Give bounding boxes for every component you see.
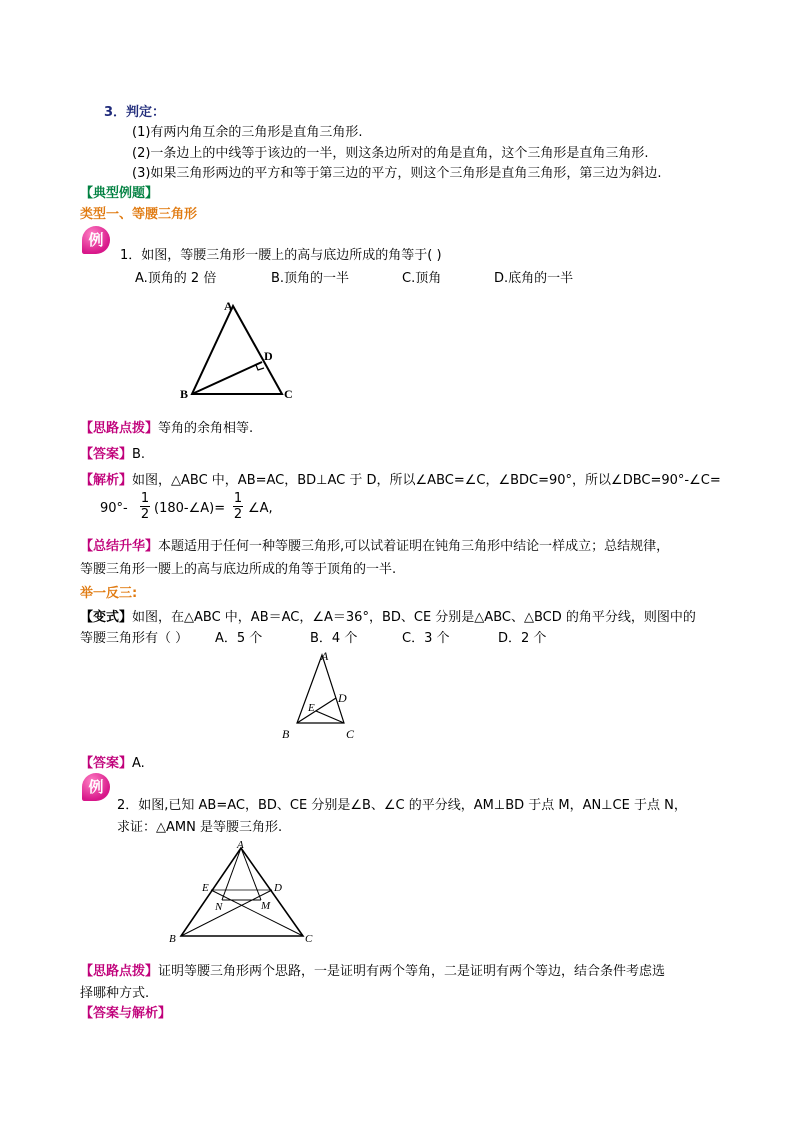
ex1-option-a: A.顶角的 2 倍 <box>135 271 217 286</box>
frac-denominator: 2 <box>233 507 243 522</box>
variant-option-a: A．5 个 <box>215 631 263 646</box>
ex1-summary-row <box>80 535 669 554</box>
ex2-bisector-bd <box>181 890 272 936</box>
variant-line1: 如图，在△ABC 中，AB＝AC，∠A＝36°，BD、CE 分别是△ABC、△BCD 的角平分线，则图中的 <box>132 610 696 625</box>
ex1-answer-row <box>80 443 145 462</box>
ex2-hint-line2: 择哪种方式. <box>80 986 150 1001</box>
typical-examples-heading: 【典型例题】 <box>80 186 159 201</box>
ex1-answer: B. <box>132 447 146 462</box>
section3-item-3: (3)如果三角形两边的平方和等于第三边的平方，则这个三角形是直角三角形，第三边为斜边. <box>132 166 662 181</box>
type1-heading: 类型一、等腰三角形 <box>80 207 198 222</box>
ex1-altitude-bd <box>192 362 262 394</box>
ex1-question: 1．如图，等腰三角形一腰上的高与底边所成的角等于( ) <box>120 248 442 263</box>
answer-label: 【答案】 <box>80 447 133 462</box>
ex1-right-angle-mark <box>256 365 264 370</box>
ex2-figure <box>165 838 325 948</box>
ex2-hint-line1: 证明等腰三角形两个思路，一是证明有两个等角，二是证明有两个等边，结合条件考虑选 <box>158 964 666 979</box>
ex2-hint-row <box>80 960 665 979</box>
variant-label-b: B <box>282 727 290 741</box>
ex2-label-b: B <box>169 933 176 945</box>
frac-numerator: 1 <box>233 491 243 506</box>
variant-line2-prefix: 等腰三角形有（ ） <box>80 631 189 646</box>
variant-option-b: B．4 个 <box>310 631 358 646</box>
ex1-analysis-row <box>80 469 721 488</box>
ex1-analysis-line1: 如图，△ABC 中，AB=AC，BD⊥AC 于 D，所以∠ABC=∠C，∠BDC=90°，所以∠DBC=90°-∠C= <box>132 473 721 488</box>
ex2-perp-an <box>222 848 241 900</box>
variant-option-d: D．2 个 <box>498 631 547 646</box>
variant-heading: 举一反三: <box>80 586 138 601</box>
ex1-analysis-90: 90°- <box>100 501 128 516</box>
ex1-label-d: D <box>264 349 273 363</box>
variant-label-c: C <box>346 727 355 741</box>
ex1-hint: 等角的余角相等. <box>158 421 254 436</box>
ex1-fraction-1 <box>140 491 150 522</box>
ex2-label-a: A <box>237 839 244 851</box>
ex2-label-n: N <box>215 901 223 913</box>
example-badge-1: 例 <box>82 226 110 254</box>
ex1-option-b: B.顶角的一半 <box>271 271 350 286</box>
ex2-label-m: M <box>261 900 271 912</box>
hint-label: 【思路点拨】 <box>80 964 159 979</box>
section3-item-2: (2)一条边上的中线等于该边的一半，则这条边所对的角是直角，这个三角形是直角三角形. <box>132 146 649 161</box>
ex2-bisector-ce <box>211 890 303 936</box>
ex2-label-d: D <box>274 882 282 894</box>
variant-answer-row <box>80 752 145 771</box>
variant-label-a: A <box>321 649 329 663</box>
ex2-line1: 2．如图,已知 AB=AC，BD、CE 分别是∠B、∠C 的平分线，AM⊥BD 于点 M，AN⊥CE 于点 N， <box>117 798 687 813</box>
variant-label-e: E <box>308 702 315 714</box>
ex2-label-e: E <box>202 882 209 894</box>
ex1-option-d: D.底角的一半 <box>494 271 574 286</box>
variant-figure <box>276 647 366 743</box>
variant-option-c: C．3 个 <box>402 631 450 646</box>
variant-label-d: D <box>338 691 347 705</box>
ex1-fraction-2 <box>233 491 243 522</box>
variant-bisector-ce <box>316 711 344 723</box>
ex1-summary-line2: 等腰三角形一腰上的高与底边所成的角等于顶角的一半. <box>80 562 397 577</box>
analysis-label: 【解析】 <box>80 473 133 488</box>
ex1-label-a: A <box>224 299 233 313</box>
ex1-label-b: B <box>180 387 189 401</box>
section3-item-1: (1)有两内角互余的三角形是直角三角形. <box>132 125 363 140</box>
ex2-line2: 求证：△AMN 是等腰三角形. <box>117 820 283 835</box>
ex1-analysis-mid: (180-∠A)= <box>154 501 226 516</box>
example-badge-2: 例 <box>82 773 110 801</box>
ex2-triangle-abc <box>181 848 303 936</box>
ex1-label-c: C <box>284 387 293 401</box>
hint-label: 【思路点拨】 <box>80 421 159 436</box>
variant-answer: A. <box>132 756 145 771</box>
ex1-analysis-end: ∠A, <box>248 501 273 516</box>
variant-label: 【变式】 <box>80 610 133 625</box>
ex1-hint-row <box>80 417 253 436</box>
ex2-perp-am <box>241 848 261 900</box>
variant-row1 <box>80 606 696 625</box>
ex2-label-c: C <box>305 933 313 945</box>
frac-denominator: 2 <box>140 507 150 522</box>
section3-heading: 3．判定： <box>104 105 166 120</box>
ex1-summary-line1: 本题适用于任何一种等腰三角形,可以试着证明在钝角三角形中结论一样成立；总结规律， <box>158 539 670 554</box>
answer-label: 【答案】 <box>80 756 133 771</box>
summary-label: 【总结升华】 <box>80 539 159 554</box>
ex2-answer-analysis-label: 【答案与解析】 <box>80 1006 172 1021</box>
ex1-figure <box>170 292 310 408</box>
variant-bisector-bd <box>297 698 336 723</box>
ex1-option-c: C.顶角 <box>402 271 442 286</box>
frac-numerator: 1 <box>140 491 150 506</box>
